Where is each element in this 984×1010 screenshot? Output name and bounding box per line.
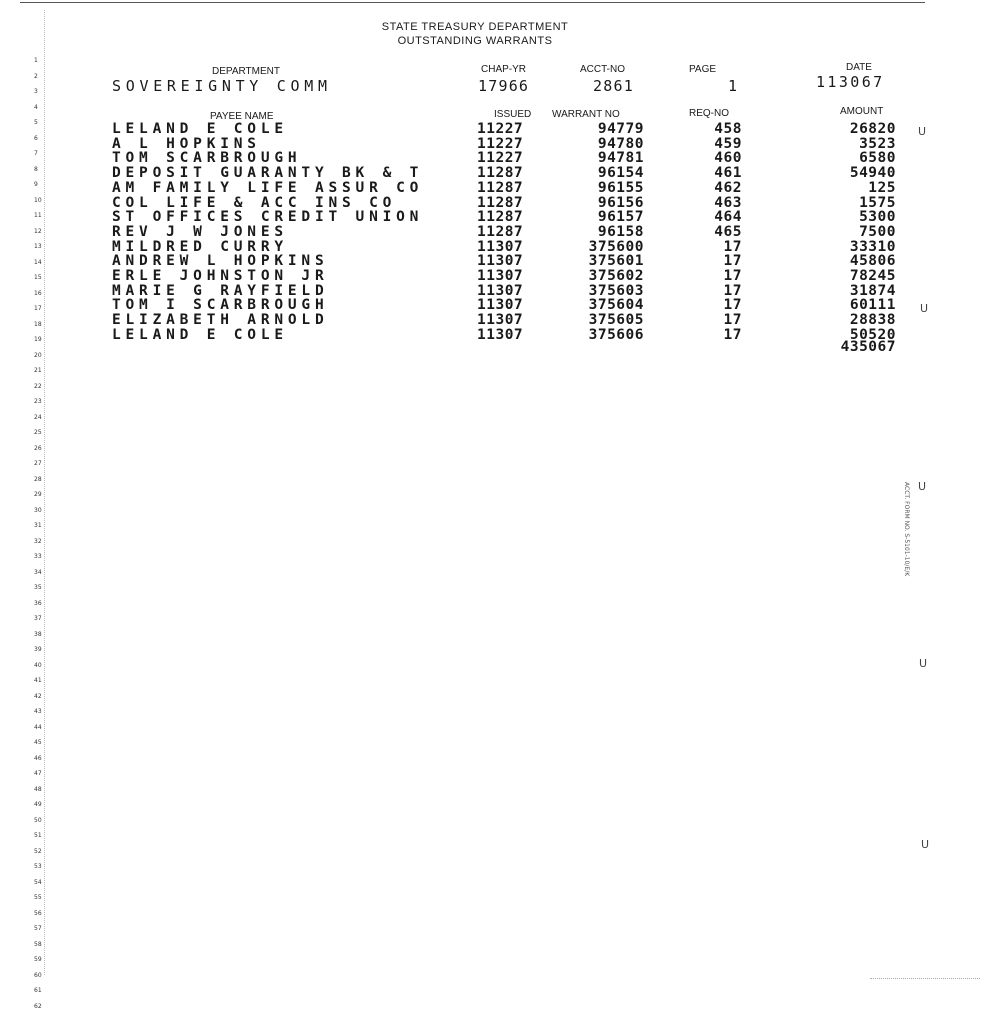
line-number: 33 (34, 553, 42, 560)
margin-mark: U (921, 838, 930, 851)
acct-no-label: ACCT-NO (580, 64, 625, 75)
amount-cell: 50520 (849, 326, 896, 343)
line-number: 4 (34, 103, 38, 111)
warrant-no-cell: 375606 (588, 326, 644, 343)
line-number: 6 (34, 134, 38, 142)
payee-cell: LELAND E COLE (112, 121, 288, 137)
warrant-no-cell: 375604 (588, 297, 644, 314)
amount-cell: 60111 (849, 297, 896, 314)
line-number: 55 (34, 894, 42, 901)
date-label: DATE (846, 62, 872, 73)
line-number: 15 (34, 274, 42, 281)
issued-cell: 11307 (477, 268, 524, 284)
warrant-no-cell: 375602 (588, 268, 644, 284)
req-no-cell: 17 (723, 238, 742, 255)
line-number: 45 (34, 739, 42, 746)
payee-cell: ELIZABETH ARNOLD (112, 312, 329, 329)
line-number: 2 (34, 72, 38, 80)
line-number: 19 (34, 336, 42, 343)
issued-cell: 11287 (477, 223, 524, 240)
issued-cell: 11227 (477, 121, 524, 137)
table-row (0, 270, 984, 283)
table-row (0, 194, 984, 211)
line-number: 25 (34, 429, 42, 436)
warrant-no-cell: 94779 (597, 121, 644, 137)
line-number: 36 (34, 599, 42, 607)
line-number: 31 (34, 522, 42, 529)
table-row (0, 238, 984, 255)
issued-cell: 11307 (477, 282, 524, 299)
warrant-header: WARRANT NO (552, 109, 620, 120)
line-number: 23 (34, 398, 42, 405)
table-row (0, 179, 984, 196)
amount-cell: 33310 (849, 238, 896, 255)
issued-header: ISSUED (494, 109, 532, 120)
page-label: PAGE (689, 64, 717, 75)
warrant-no-cell: 375603 (588, 282, 644, 299)
req-no-cell: 462 (714, 179, 742, 196)
payee-cell: ANDREW L HOPKINS (112, 253, 329, 270)
table-row (0, 299, 984, 312)
amount-cell: 26820 (849, 121, 896, 137)
payee-cell: REV J W JONES (112, 223, 288, 240)
line-number: 13 (34, 243, 42, 250)
line-number: 62 (34, 1002, 42, 1010)
table-row (0, 314, 984, 327)
line-number: 10 (34, 196, 42, 204)
line-number: 7 (34, 150, 38, 157)
amount-cell: 28838 (849, 312, 896, 329)
req-no-cell: 463 (714, 194, 742, 211)
form-code: ACCT. FORM NO. S-5101-10/E/K (903, 482, 910, 577)
line-number: 39 (34, 646, 42, 653)
line-number: 26 (34, 444, 42, 452)
payee-header: PAYEE NAME (210, 111, 274, 122)
req-no-cell: 17 (723, 253, 742, 270)
issued-cell: 11307 (477, 312, 524, 329)
line-number: 16 (34, 289, 42, 297)
chap-yr-label: CHAP-YR (481, 64, 527, 75)
chap-yr-value: 17966 (478, 77, 530, 95)
issued-cell: 11227 (477, 150, 524, 167)
amount-header: AMOUNT (840, 106, 884, 117)
table-row (0, 152, 984, 165)
warrant-no-cell: 96157 (597, 209, 644, 226)
warrant-no-cell: 375605 (588, 312, 644, 329)
department-label: DEPARTMENT (212, 66, 280, 77)
amount-cell: 125 (868, 179, 896, 196)
line-number: 48 (34, 785, 42, 793)
issued-cell: 11307 (477, 326, 524, 343)
table-row (0, 282, 984, 299)
line-number: 40 (34, 661, 42, 669)
margin-mark: U (918, 480, 927, 493)
line-number: 24 (34, 413, 42, 421)
line-number: 29 (34, 491, 42, 498)
line-number: 11 (34, 212, 42, 219)
report-title: STATE TREASURY DEPARTMENT (381, 21, 569, 33)
payee-cell: TOM SCARBROUGH (112, 150, 302, 167)
line-number: 5 (34, 119, 38, 126)
line-number: 20 (34, 351, 42, 359)
line-number: 50 (34, 816, 42, 824)
payee-cell: ST OFFICES CREDIT UNION (112, 209, 424, 226)
warrant-no-cell: 96154 (597, 165, 644, 182)
line-number: 57 (34, 925, 42, 932)
amount-cell: 7500 (859, 223, 896, 240)
req-no-cell: 17 (723, 282, 742, 299)
warrant-no-cell: 96155 (597, 179, 644, 196)
payee-cell: MILDRED CURRY (112, 238, 288, 255)
issued-cell: 11287 (477, 179, 524, 196)
line-number: 44 (34, 723, 42, 731)
issued-cell: 11287 (477, 209, 524, 226)
line-number: 54 (34, 878, 42, 886)
payee-cell: DEPOSIT GUARANTY BK & T (112, 165, 424, 182)
amount-cell: 54940 (849, 165, 896, 182)
line-number: 49 (34, 801, 42, 808)
issued-cell: 11307 (477, 238, 524, 255)
req-no-cell: 461 (714, 165, 742, 182)
line-number: 28 (34, 475, 42, 483)
page-value: 1 (728, 77, 739, 95)
payee-cell: COL LIFE & ACC INS CO (112, 194, 397, 211)
report-subtitle: OUTSTANDING WARRANTS (397, 35, 553, 47)
issued-cell: 11227 (477, 135, 524, 152)
line-number: 37 (34, 615, 42, 622)
amount-cell: 5300 (859, 209, 896, 226)
amount-cell: 6580 (859, 150, 896, 167)
payee-cell: A L HOPKINS (112, 135, 261, 152)
req-no-cell: 17 (723, 312, 742, 329)
issued-cell: 11307 (477, 297, 524, 314)
warrant-no-cell: 96156 (597, 194, 644, 211)
table-row (0, 123, 984, 136)
amount-cell: 78245 (849, 268, 896, 284)
line-number: 18 (34, 320, 42, 328)
line-number: 59 (34, 956, 42, 963)
table-row (0, 255, 984, 268)
line-number: 42 (34, 692, 42, 700)
margin-mark: U (918, 125, 927, 138)
line-number: 21 (34, 367, 42, 374)
warrant-no-cell: 375600 (588, 238, 644, 255)
amount-cell: 1575 (859, 194, 896, 211)
warrant-no-cell: 375601 (588, 253, 644, 270)
acct-no-value: 2861 (593, 77, 634, 95)
line-number: 3 (34, 88, 38, 95)
line-number: 53 (34, 863, 42, 870)
line-number: 22 (34, 382, 42, 390)
line-number: 35 (34, 584, 42, 591)
total-amount: 435067 (840, 339, 896, 355)
payee-cell: TOM I SCARBROUGH (112, 297, 329, 314)
issued-cell: 11307 (477, 253, 524, 270)
perforation (870, 978, 980, 979)
warrant-no-cell: 94780 (597, 135, 644, 152)
line-number: 38 (34, 630, 42, 638)
table-row (0, 211, 984, 224)
line-number: 30 (34, 506, 42, 514)
amount-cell: 45806 (849, 253, 896, 270)
req-no-cell: 17 (723, 326, 742, 343)
issued-cell: 11287 (477, 194, 524, 211)
line-number: 9 (34, 181, 38, 188)
payee-cell: LELAND E COLE (112, 326, 288, 343)
req-no-cell: 464 (714, 209, 742, 226)
req-header: REQ-NO (689, 108, 729, 119)
line-number: 8 (34, 165, 38, 173)
line-number: 1 (34, 57, 38, 64)
margin-mark: U (919, 657, 928, 670)
req-no-cell: 460 (714, 150, 742, 167)
warrant-no-cell: 94781 (597, 150, 644, 167)
req-no-cell: 465 (714, 223, 742, 240)
line-number: 52 (34, 847, 42, 855)
warrant-no-cell: 96158 (597, 223, 644, 240)
line-number: 47 (34, 770, 42, 777)
line-number: 34 (34, 568, 42, 576)
line-number: 17 (34, 305, 42, 312)
line-number: 27 (34, 460, 42, 467)
table-row (0, 135, 984, 152)
payee-cell: MARIE G RAYFIELD (112, 282, 329, 299)
line-number: 46 (34, 754, 42, 762)
payee-cell: AM FAMILY LIFE ASSUR CO (112, 179, 424, 196)
line-number: 14 (34, 258, 42, 266)
line-number: 43 (34, 708, 42, 715)
table-row (0, 223, 984, 240)
line-number: 51 (34, 832, 42, 839)
payee-cell: ERLE JOHNSTON JR (112, 268, 329, 284)
line-number: 58 (34, 940, 42, 948)
issued-cell: 11287 (477, 165, 524, 182)
line-number: 56 (34, 909, 42, 917)
line-number: 60 (34, 971, 42, 979)
amount-cell: 3523 (859, 135, 896, 152)
line-number: 12 (34, 227, 42, 235)
margin-mark: U (920, 302, 929, 315)
table-row (0, 167, 984, 180)
req-no-cell: 17 (723, 268, 742, 284)
date-value: 113067 (816, 73, 885, 91)
line-number: 61 (34, 987, 42, 994)
line-number: 32 (34, 537, 42, 545)
req-no-cell: 459 (714, 135, 742, 152)
amount-cell: 31874 (849, 282, 896, 299)
tear-line (20, 2, 925, 3)
req-no-cell: 458 (714, 121, 742, 137)
line-number: 41 (34, 677, 42, 684)
req-no-cell: 17 (723, 297, 742, 314)
department-value: SOVEREIGNTY COMM (112, 77, 332, 95)
